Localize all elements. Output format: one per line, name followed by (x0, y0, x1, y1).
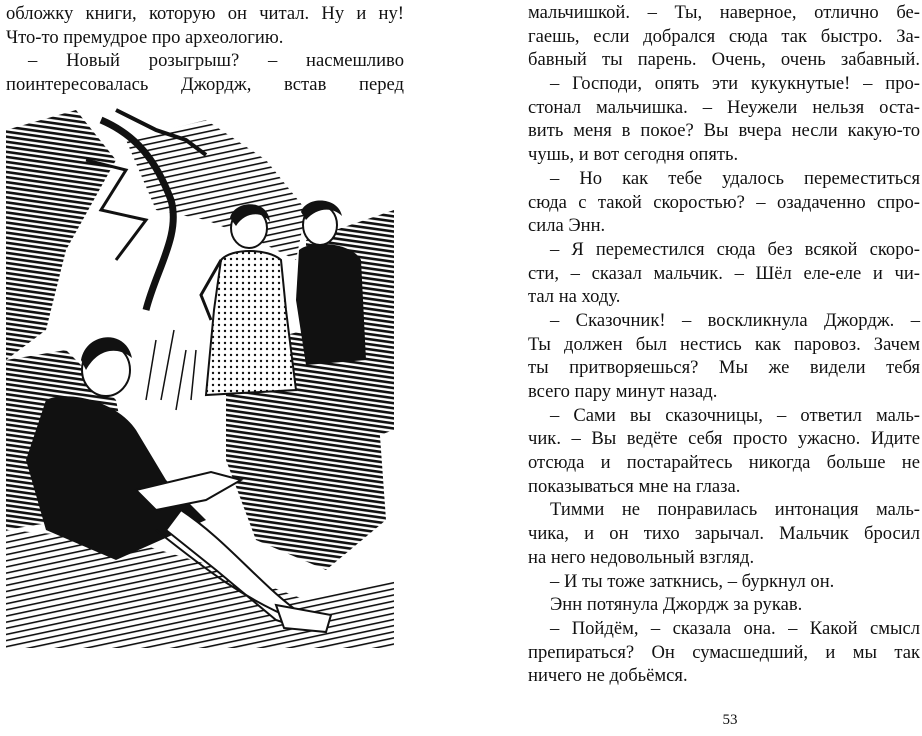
right-page (528, 0, 920, 688)
illustration (6, 100, 394, 648)
text-line: ничего не добьёмся. (528, 665, 688, 687)
text-line: отсюда и постарайтесь никогда больше не (528, 452, 920, 474)
text-line: стонал мальчишка. – Неужели нельзя оста- (528, 96, 920, 118)
text-line: ты притворяешься? Мы же видели тебя (528, 357, 920, 379)
text-line: гаешь, если добрался сюда так быстро. За- (528, 25, 920, 47)
text-line: – И ты тоже заткнись, – буркнул он. (550, 570, 835, 592)
page-number: 53 (722, 712, 738, 728)
text-line: – Но как тебе удалось переместиться (550, 167, 920, 189)
text-line: чушь, и вот сегодня опять. (528, 144, 739, 166)
text-line: – Сказочник! – воскликнула Джордж. – (550, 309, 920, 331)
text-line: показываться мне на глаза. (528, 475, 741, 497)
left-page (6, 0, 404, 97)
book-illustration-icon (6, 100, 394, 648)
text-line: обложку книги, которую он читал. Ну и ну! (6, 3, 404, 24)
text-line: – Сами вы сказочницы, – ответил маль- (550, 404, 920, 426)
text-line: – Новый розыгрыш? – насмешливо (28, 50, 404, 72)
text-line: Ты должен был нестись как паровоз. Зачем (528, 333, 920, 355)
text-line: бавный ты парень. Очень, очень забавный. (528, 49, 920, 71)
text-line: тал на ходу. (528, 286, 621, 308)
text-line: сила Энн. (528, 215, 606, 237)
text-line: – Пойдём, – сказала она. – Какой смысл (550, 617, 920, 639)
text-line: всего пару минут назад. (528, 381, 718, 402)
text-line: – Господи, опять эти кукукнутые! – про- (550, 73, 920, 95)
text-line: препираться? Он сумасшедший, и мы так (528, 641, 920, 663)
text-line: сти, – сказал мальчик. – Шёл еле-еле и чи- (528, 262, 920, 284)
text-line: сюда с такой скоростью? – озадаченно спро- (528, 191, 920, 213)
text-line: поинтересовалась Джордж, встав перед (6, 74, 404, 96)
left-page-text (6, 0, 404, 97)
text-line: чик. – Вы ведёте себя просто ужасно. Идите (528, 428, 920, 450)
text-line: Энн потянула Джордж за рукав. (550, 594, 803, 616)
text-line: чика, и он тихо зарычал. Мальчик бросил (528, 523, 920, 545)
right-page-text (528, 0, 920, 688)
text-line: на него недовольный взгляд. (528, 546, 755, 568)
text-line: Тимми не понравилась интонация маль- (550, 499, 920, 521)
text-line: – Я переместился сюда без всякой скоро- (550, 238, 920, 260)
text-line: Что-то премудрое про археологию. (6, 26, 284, 48)
text-line: вить меня в покое? Вы вчера несли какую-то (528, 120, 920, 142)
text-line: мальчишкой. – Ты, наверное, отлично бе- (528, 2, 920, 23)
